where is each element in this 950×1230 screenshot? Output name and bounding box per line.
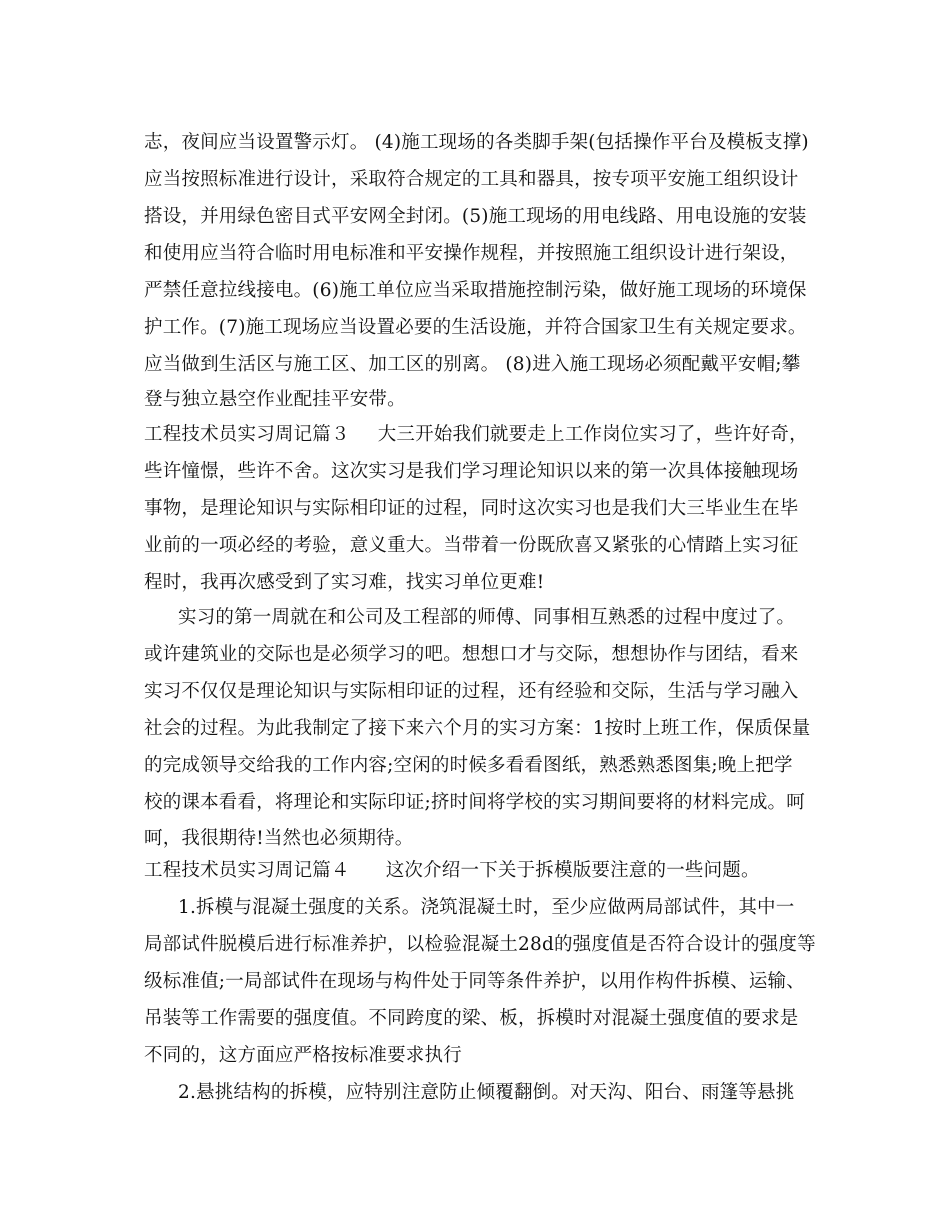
text-line: 志，夜间应当设置警示灯。 (4)施工现场的各类脚手架(包括操作平台及模板支撑) bbox=[144, 132, 809, 153]
text-line: 实习不仅仅是理论知识与实际相印证的过程，还有经验和交际，生活与学习融入 bbox=[144, 681, 799, 702]
paragraph-first-line: 实习的第一周就在和公司及工程部的师傅、同事相互熟悉的过程中度过了。 bbox=[178, 607, 796, 628]
section-heading-line bbox=[144, 859, 824, 883]
text-line: 搭设，并用绿色密目式平安网全封闭。(5)施工现场的用电线路、用电设施的安装 bbox=[144, 206, 807, 227]
text-line: 吊装等工作需要的强度值。不同跨度的梁、板，拆模时对混凝土强度值的要求是 bbox=[144, 1008, 799, 1029]
section-heading: 工程技术员实习周记篇４ bbox=[144, 860, 350, 881]
text-line: 护工作。(7)施工现场应当设置必要的生活设施，并符合国家卫生有关规定要求。 bbox=[144, 317, 807, 338]
text-line: 的完成领导交给我的工作内容;空闲的时候多看看图纸，熟悉熟悉图集;晚上把学 bbox=[144, 755, 793, 776]
text-line: 些许憧憬，些许不舍。这次实习是我们学习理论知识以来的第一次具体接触现场 bbox=[144, 461, 799, 482]
text-line: 应当按照标准进行设计，采取符合规定的工具和器具，按专项平安施工组织设计 bbox=[144, 169, 799, 190]
paragraph-first-line: 1.拆模与混凝土强度的关系。浇筑混凝土时，至少应做两局部试件，其中一 bbox=[178, 897, 795, 918]
text-line: 事物，是理论知识与实际相印证的过程，同时这次实习也是我们大三毕业生在毕 bbox=[144, 498, 799, 519]
text-line: 局部试件脱模后进行标准养护，以检验混凝土28d的强度值是否符合设计的强度等 bbox=[144, 934, 816, 955]
section-heading: 工程技术员实习周记篇３ bbox=[144, 424, 350, 445]
text-line: 应当做到生活区与施工区、加工区的别离。 (8)进入施工现场必须配戴平安帽;攀 bbox=[144, 354, 801, 375]
text-line: 级标准值;一局部试件在现场与构件处于同等条件养护，以用作构件拆模、运输、 bbox=[144, 971, 805, 992]
text-line: 不同的，这方面应严格按标准要求执行 bbox=[144, 1045, 462, 1066]
section-heading-line bbox=[144, 423, 824, 447]
paragraph-first-line: 2.悬挑结构的拆模，应特别注意防止倾覆翻倒。对天沟、阳台、雨篷等悬挑 bbox=[178, 1082, 795, 1103]
text-line: 和使用应当符合临时用电标准和平安操作规程，并按照施工组织设计进行架设， bbox=[144, 243, 799, 264]
section-intro-text: 这次介绍一下关于拆模版要注意的一些问题。 bbox=[385, 860, 760, 881]
text-line: 程时，我再次感受到了实习难，找实习单位更难! bbox=[144, 572, 545, 593]
text-line: 登与独立悬空作业配挂平安带。 bbox=[144, 389, 406, 410]
text-line: 社会的过程。为此我制定了接下来六个月的实习方案：1按时上班工作，保质保量 bbox=[144, 718, 811, 739]
section-intro-text: 大三开始我们就要走上工作岗位实习了，些许好奇， bbox=[377, 424, 808, 445]
text-line: 严禁任意拉线接电。(6)施工单位应当采取措施控制污染，做好施工现场的环境保 bbox=[144, 280, 807, 301]
text-line: 或许建筑业的交际也是必须学习的吧。想想口才与交际，想想协作与团结，看来 bbox=[144, 644, 799, 665]
text-line: 呵，我很期待!当然也必须期待。 bbox=[144, 828, 414, 849]
text-line: 校的课本看看，将理论和实际印证;挤时间将学校的实习期间要将的材料完成。呵 bbox=[144, 792, 805, 813]
text-line: 业前的一项必经的考验，意义重大。当带着一份既欣喜又紧张的心情踏上实习征 bbox=[144, 535, 799, 556]
